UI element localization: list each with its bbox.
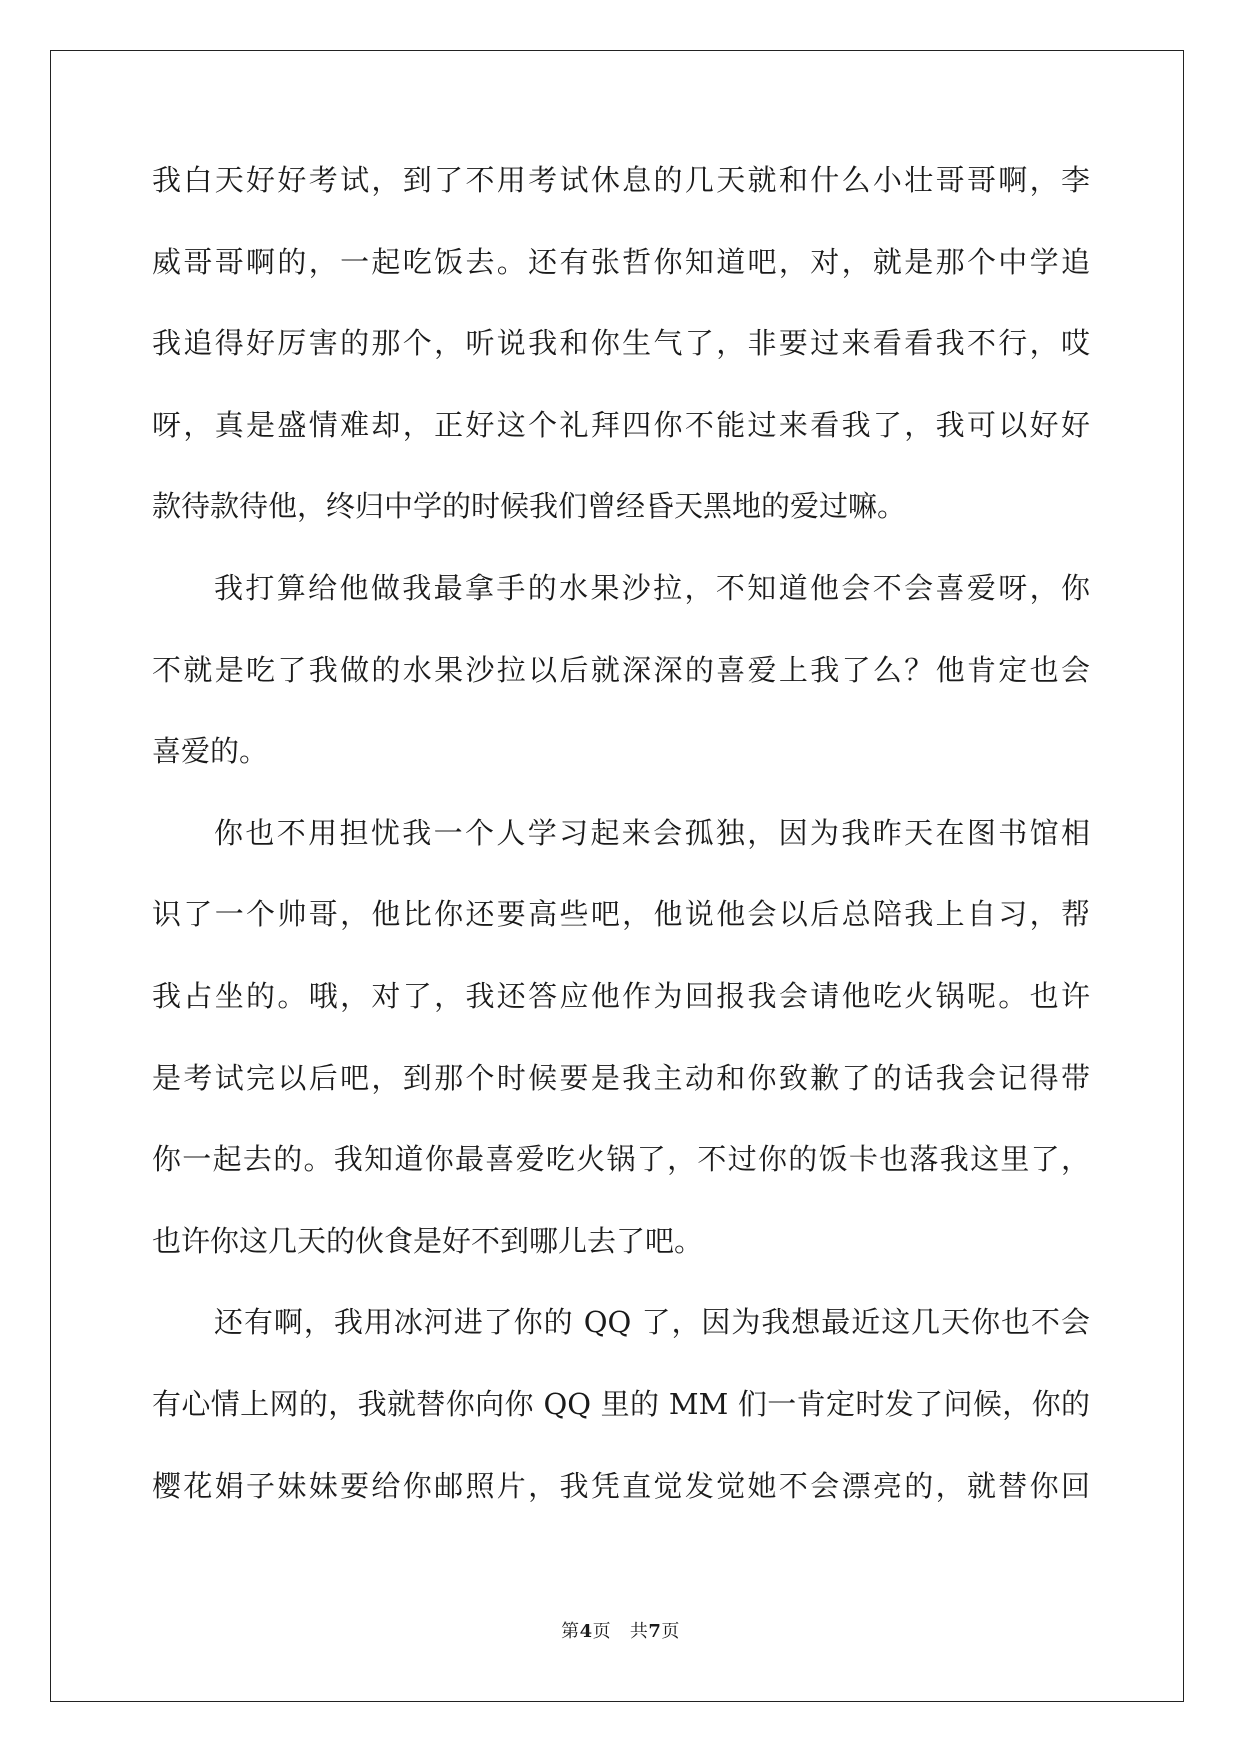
text-line-content: 我白天好好考试，到了不用考试休息的几天就和什么小壮哥哥啊，李 (152, 163, 1090, 197)
text-line-content: 威哥哥啊的，一起吃饭去。还有张哲你知道吧，对，就是那个中学追 (152, 244, 1090, 279)
text-line-content: 识了一个帅哥，他比你还要高些吧，他说他会以后总陪我上自习，帮 (152, 897, 1090, 932)
text-line (152, 731, 1090, 771)
text-line-content: 不就是吃了我做的水果沙拉以后就深深的喜爱上我了么？他肯定也会 (152, 652, 1090, 687)
current-page-number: 4 (579, 1621, 593, 1642)
text-line-content: 呀，真是盛情难却，正好这个礼拜四你不能过来看我了，我可以好好 (152, 407, 1090, 442)
text-line-content: 我追得好厉害的那个，听说我和你生气了，非要过来看看我不行，哎 (152, 326, 1090, 361)
text-line-content: 还有啊，我用冰河进了你的 QQ 了，因为我想最近这几天你也不会 (214, 1305, 1090, 1340)
text-line (152, 1466, 1090, 1506)
text-line (152, 405, 1090, 445)
page-prefix: 第 (561, 1621, 580, 1642)
text-line (152, 650, 1090, 690)
text-line-content: 是考试完以后吧，到那个时候要是我主动和你致歉了的话我会记得带 (152, 1060, 1090, 1095)
text-line (152, 1058, 1090, 1098)
text-line (152, 1302, 1090, 1342)
text-line (152, 160, 1090, 200)
total-prefix: 共 (629, 1621, 649, 1642)
text-line (152, 323, 1090, 363)
text-line-content: 你也不用担忧我一个人学习起来会孤独，因为我昨天在图书馆相 (214, 815, 1090, 850)
text-line-content: 有心情上网的，我就替你向你 QQ 里的 MM 们一肯定时发了问候，你的 (152, 1386, 1090, 1421)
text-line-content: 款待款待他，终归中学的时候我们曾经昏天黑地的爱过嘛。 (152, 489, 907, 524)
document-body (152, 160, 1090, 1547)
total-pages-number: 7 (648, 1621, 662, 1642)
text-line (152, 242, 1090, 282)
text-line-content: 喜爱的。 (152, 734, 269, 769)
text-line-content: 樱花娟子妹妹要给你邮照片，我凭直觉发觉她不会漂亮的，就替你回 (152, 1468, 1090, 1503)
text-line (152, 1139, 1090, 1179)
page-suffix: 页 (592, 1621, 612, 1642)
text-line (152, 1384, 1090, 1424)
text-line-content: 我占坐的。哦，对了，我还答应他作为回报我会请他吃火锅呢。也许 (152, 978, 1090, 1013)
total-suffix: 页 (661, 1621, 680, 1642)
text-line-content: 你一起去的。我知道你最喜爱吃火锅了，不过你的饭卡也落我这里了， (152, 1142, 1090, 1177)
text-line (152, 894, 1090, 934)
text-line (152, 813, 1090, 853)
text-line-content: 我打算给他做我最拿手的水果沙拉，不知道他会不会喜爱呀，你 (214, 570, 1090, 605)
text-line (152, 486, 1090, 526)
page-footer (0, 1620, 1241, 1644)
text-line (152, 1221, 1090, 1261)
text-line-content: 也许你这几天的伙食是好不到哪儿去了吧。 (152, 1223, 704, 1258)
text-line (152, 568, 1090, 608)
text-line (152, 976, 1090, 1016)
